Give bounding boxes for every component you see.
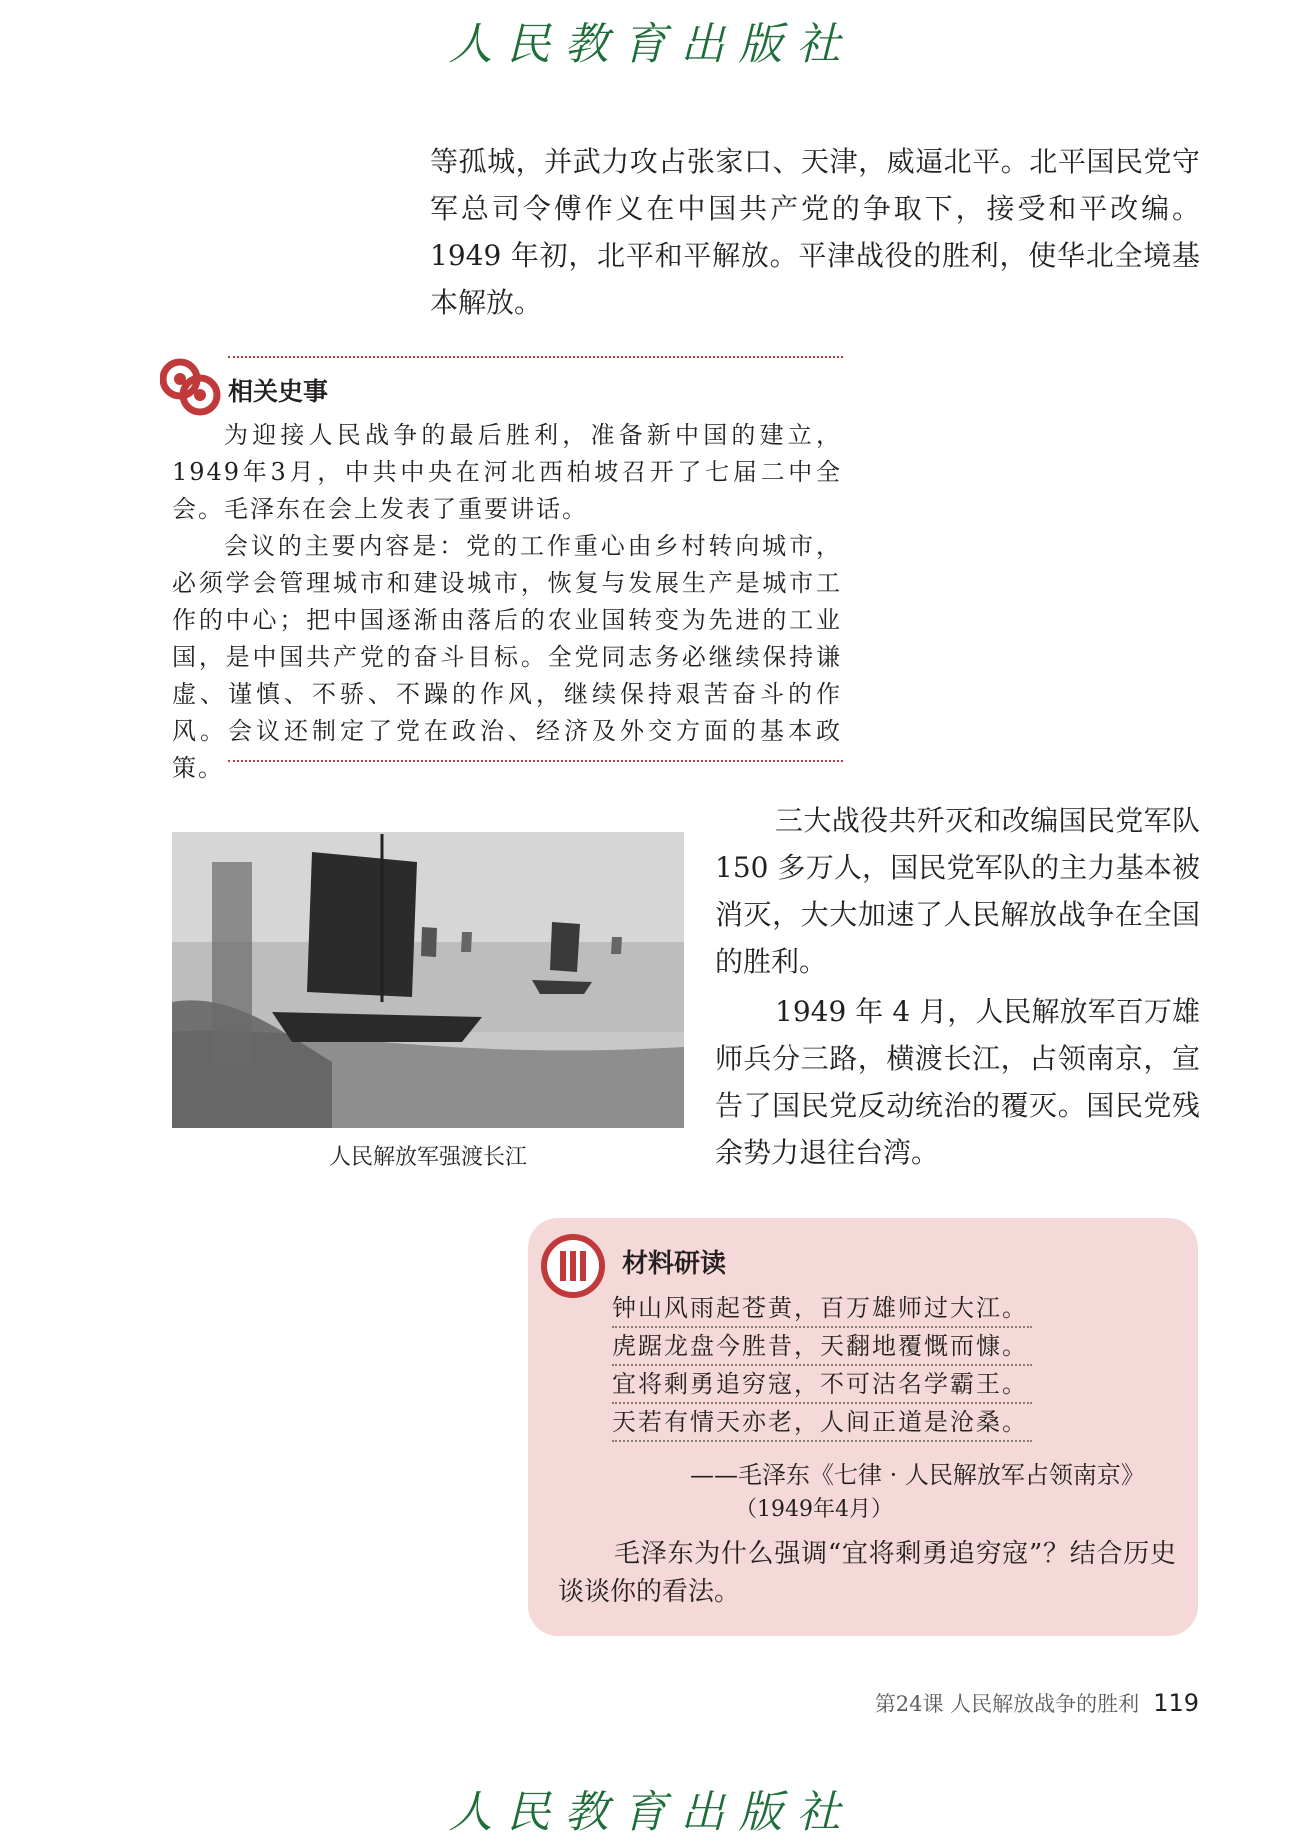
related-history-paragraph: 会议的主要内容是：党的工作重心由乡村转向城市，必须学会管理城市和建设城市，恢复与发展生产是城市工作的中心；把中国逐渐由落后的农业国转变为先进的工业国，是中国共产党的奋斗目标。全党同志务必继续保持谦虚、谨慎、不骄、不躁的作风，继续保持艰苦奋斗的作风。会议还制定了党在政治、经济及外交方面的基本政策。 [172, 532, 842, 782]
publisher-logo-top: 人民教育出版社 [448, 19, 855, 70]
material-reading-title: 材料研读 [622, 1249, 727, 1279]
poem-line: 钟山风雨起苍黄，百万雄师过大江。 [612, 1290, 1032, 1328]
page-footer [875, 1688, 1199, 1718]
poem-line: 宜将剩勇追穷寇，不可沽名学霸王。 [612, 1366, 1032, 1404]
poem-line: 天若有情天亦老，人间正道是沧桑。 [612, 1404, 1032, 1442]
material-reading-icon [540, 1233, 606, 1299]
related-box-top-divider [228, 356, 843, 358]
body-paragraph-top: 等孤城，并武力攻占张家口、天津，威逼北平。北平国民党守军总司令傅作义在中国共产党的争取下，接受和平改编。1949 年初，北平和平解放。平津战役的胜利，使华北全境基本解放。 [430, 145, 1200, 319]
publisher-logo-bottom: 人民教育出版社 [448, 1787, 855, 1838]
body-paragraph: 三大战役共歼灭和改编国民党军队 150 多万人，国民党军队的主力基本被消灭，大大加速了人民解放战争在全国的胜利。 [715, 804, 1200, 978]
photo-caption: 人民解放军强渡长江 [328, 1145, 527, 1170]
discussion-question: 毛泽东为什么强调“宜将剩勇追穷寇”？结合历史谈谈你的看法。 [558, 1539, 1176, 1607]
yangtze-crossing-photo [172, 832, 684, 1128]
poem-source: ——毛泽东《七律 · 人民解放军占领南京》 [690, 1461, 1145, 1489]
related-history-icon [160, 357, 222, 419]
page-number: 119 [1153, 1689, 1199, 1717]
poem [612, 1290, 1032, 1442]
lesson-title: 第24课 人民解放战争的胜利 [874, 1692, 1140, 1716]
poem-source-date: （1949年4月） [735, 1497, 893, 1522]
related-history-title: 相关史事 [228, 377, 329, 406]
related-history-paragraph: 为迎接人民战争的最后胜利，准备新中国的建立，1949年3月，中共中央在河北西柏坡召开了七届二中全会。毛泽东在会上发表了重要讲话。 [172, 421, 842, 523]
body-paragraph: 1949 年 4 月，人民解放军百万雄师兵分三路，横渡长江，占领南京，宣告了国民党反动统治的覆灭。国民党残余势力退往台湾。 [715, 995, 1200, 1169]
related-box-bottom-divider [228, 760, 843, 762]
poem-line: 虎踞龙盘今胜昔，天翻地覆慨而慷。 [612, 1328, 1032, 1366]
